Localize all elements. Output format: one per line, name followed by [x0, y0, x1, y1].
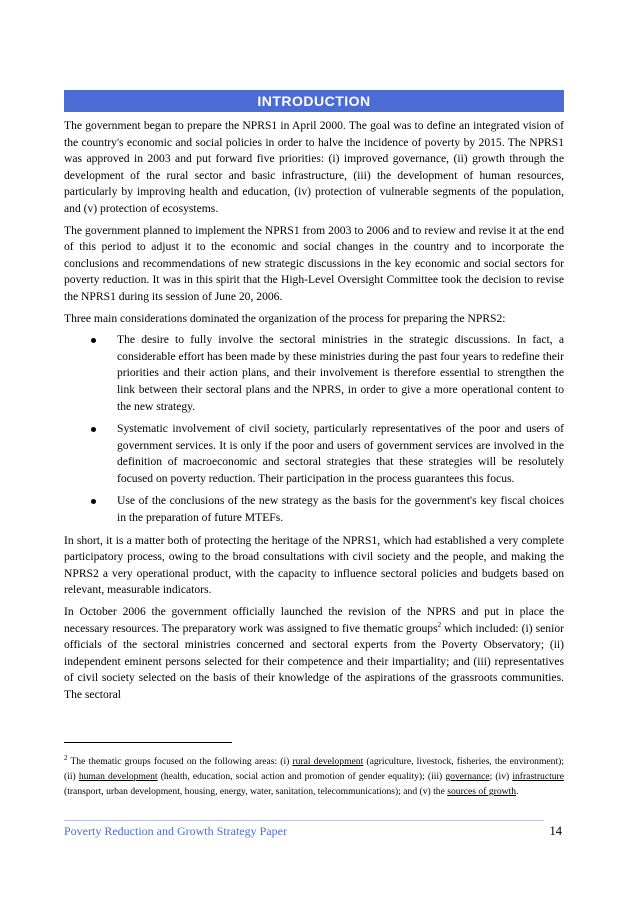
paragraph: The government planned to implement the NPRS1 from 2003 to 2006 and to review and revise it at the end of this period to adjust it to the economic and social changes in the country and to incorporate the conclusions and recommendations of new strategic discussions in the key economic and social sectors for poverty reduction. It was in this spirit that the High-Level Oversight Committee took the decision to revise the NPRS1 during its session of June 20, 2006.	[64, 223, 564, 303]
footnote-term: governance	[445, 771, 490, 782]
bullet-icon	[91, 499, 96, 504]
footer-divider	[64, 820, 544, 821]
bullet-icon	[91, 427, 96, 432]
footnote-text: (health, education, social action and promotion of gender equality); (iii)	[157, 771, 446, 782]
list-item	[64, 332, 564, 415]
footnote-text: The thematic groups focused on the following areas: (i)	[67, 756, 293, 767]
paragraph-text: In October 2006 the government officially launched the revision of the NPRS and put in place the necessary resources. The preparatory work was assigned to five thematic groups	[64, 605, 564, 635]
footnote-divider	[64, 742, 232, 743]
footnote	[64, 754, 564, 799]
footnote-text: .	[516, 786, 519, 797]
paragraph: In short, it is a matter both of protecting the heritage of the NPRS1, which had established a very complete participatory process, owing to the broad consultations with civil society and the people, and making the NPRS2 a very operational product, with the capacity to influence sectoral policies and budgets based on relevant, measurable indicators.	[64, 533, 564, 597]
footnote-text: (transport, urban development, housing, energy, water, sanitation, telecommunications); and (v) the	[64, 786, 448, 797]
bullet-icon	[91, 338, 96, 343]
list-item	[64, 421, 564, 487]
footnote-term: rural development	[292, 756, 364, 767]
list-item-text: Systematic involvement of civil society, particularly representatives of the poor and users of government services. It is only if the poor and users of government services are involved in the definition of macroeconomic and sectoral strategies that these strategies will be resolutely focused on poverty reduction. Their participation in the process guarantees this focus.	[117, 422, 564, 485]
paragraph	[64, 604, 564, 704]
footnote-term: human development	[78, 771, 158, 782]
section-heading: INTRODUCTION	[64, 90, 564, 112]
footnote-number: 2	[64, 753, 68, 762]
footnote-term: infrastructure	[512, 771, 565, 782]
body-text	[64, 118, 564, 709]
considerations-list	[64, 332, 564, 527]
paragraph: The government began to prepare the NPRS1 in April 2000. The goal was to define an integrated vision of the country's economic and social policies in order to halve the incidence of poverty by 2015. The NPRS1 was approved in 2003 and put forward five priorities: (i) improved governance, (ii) growth through the development of the rural sector and basic infrastructure, (iii) the development of human resources, particularly by improving health and education, (iv) protection of vulnerable segments of the population, and (v) protection of ecosystems.	[64, 119, 564, 215]
footnote-reference[interactable]: 2	[437, 620, 442, 629]
paragraph-text: which included: (i) senior officials of the sectoral ministries concerned and sectoral experts from the Poverty Observatory; (ii) independent eminent persons selected for their competence and their impartiality; and (iii) representatives of civil society selected on the basis of their knowledge of the aspirations of the grassroots communities. The sectoral	[64, 621, 564, 701]
footnote-text: (agriculture, livestock, fisheries, the environment); (ii)	[64, 756, 565, 782]
list-item-text: The desire to fully involve the sectoral ministries in the strategic discussions. In fact, a considerable effort has been made by these ministries during the past four years to redefine their priorities and their action plans, and their involvement is therefore essential to strengthen the link between their sectoral plans and the NPRS, in order to give a more operational content to the new strategy.	[117, 333, 564, 413]
list-item	[64, 493, 564, 526]
paragraph: Three main considerations dominated the organization of the process for preparing the NPRS2:	[64, 311, 506, 325]
page-number: 14	[549, 824, 562, 838]
footer-title: Poverty Reduction and Growth Strategy Paper	[64, 824, 287, 838]
list-item-text: Use of the conclusions of the new strategy as the basis for the government's key fiscal choices in the preparation of future MTEFs.	[117, 494, 564, 525]
footnote-text: ; (iv)	[489, 771, 513, 782]
footnote-term: sources of growth	[447, 786, 517, 797]
